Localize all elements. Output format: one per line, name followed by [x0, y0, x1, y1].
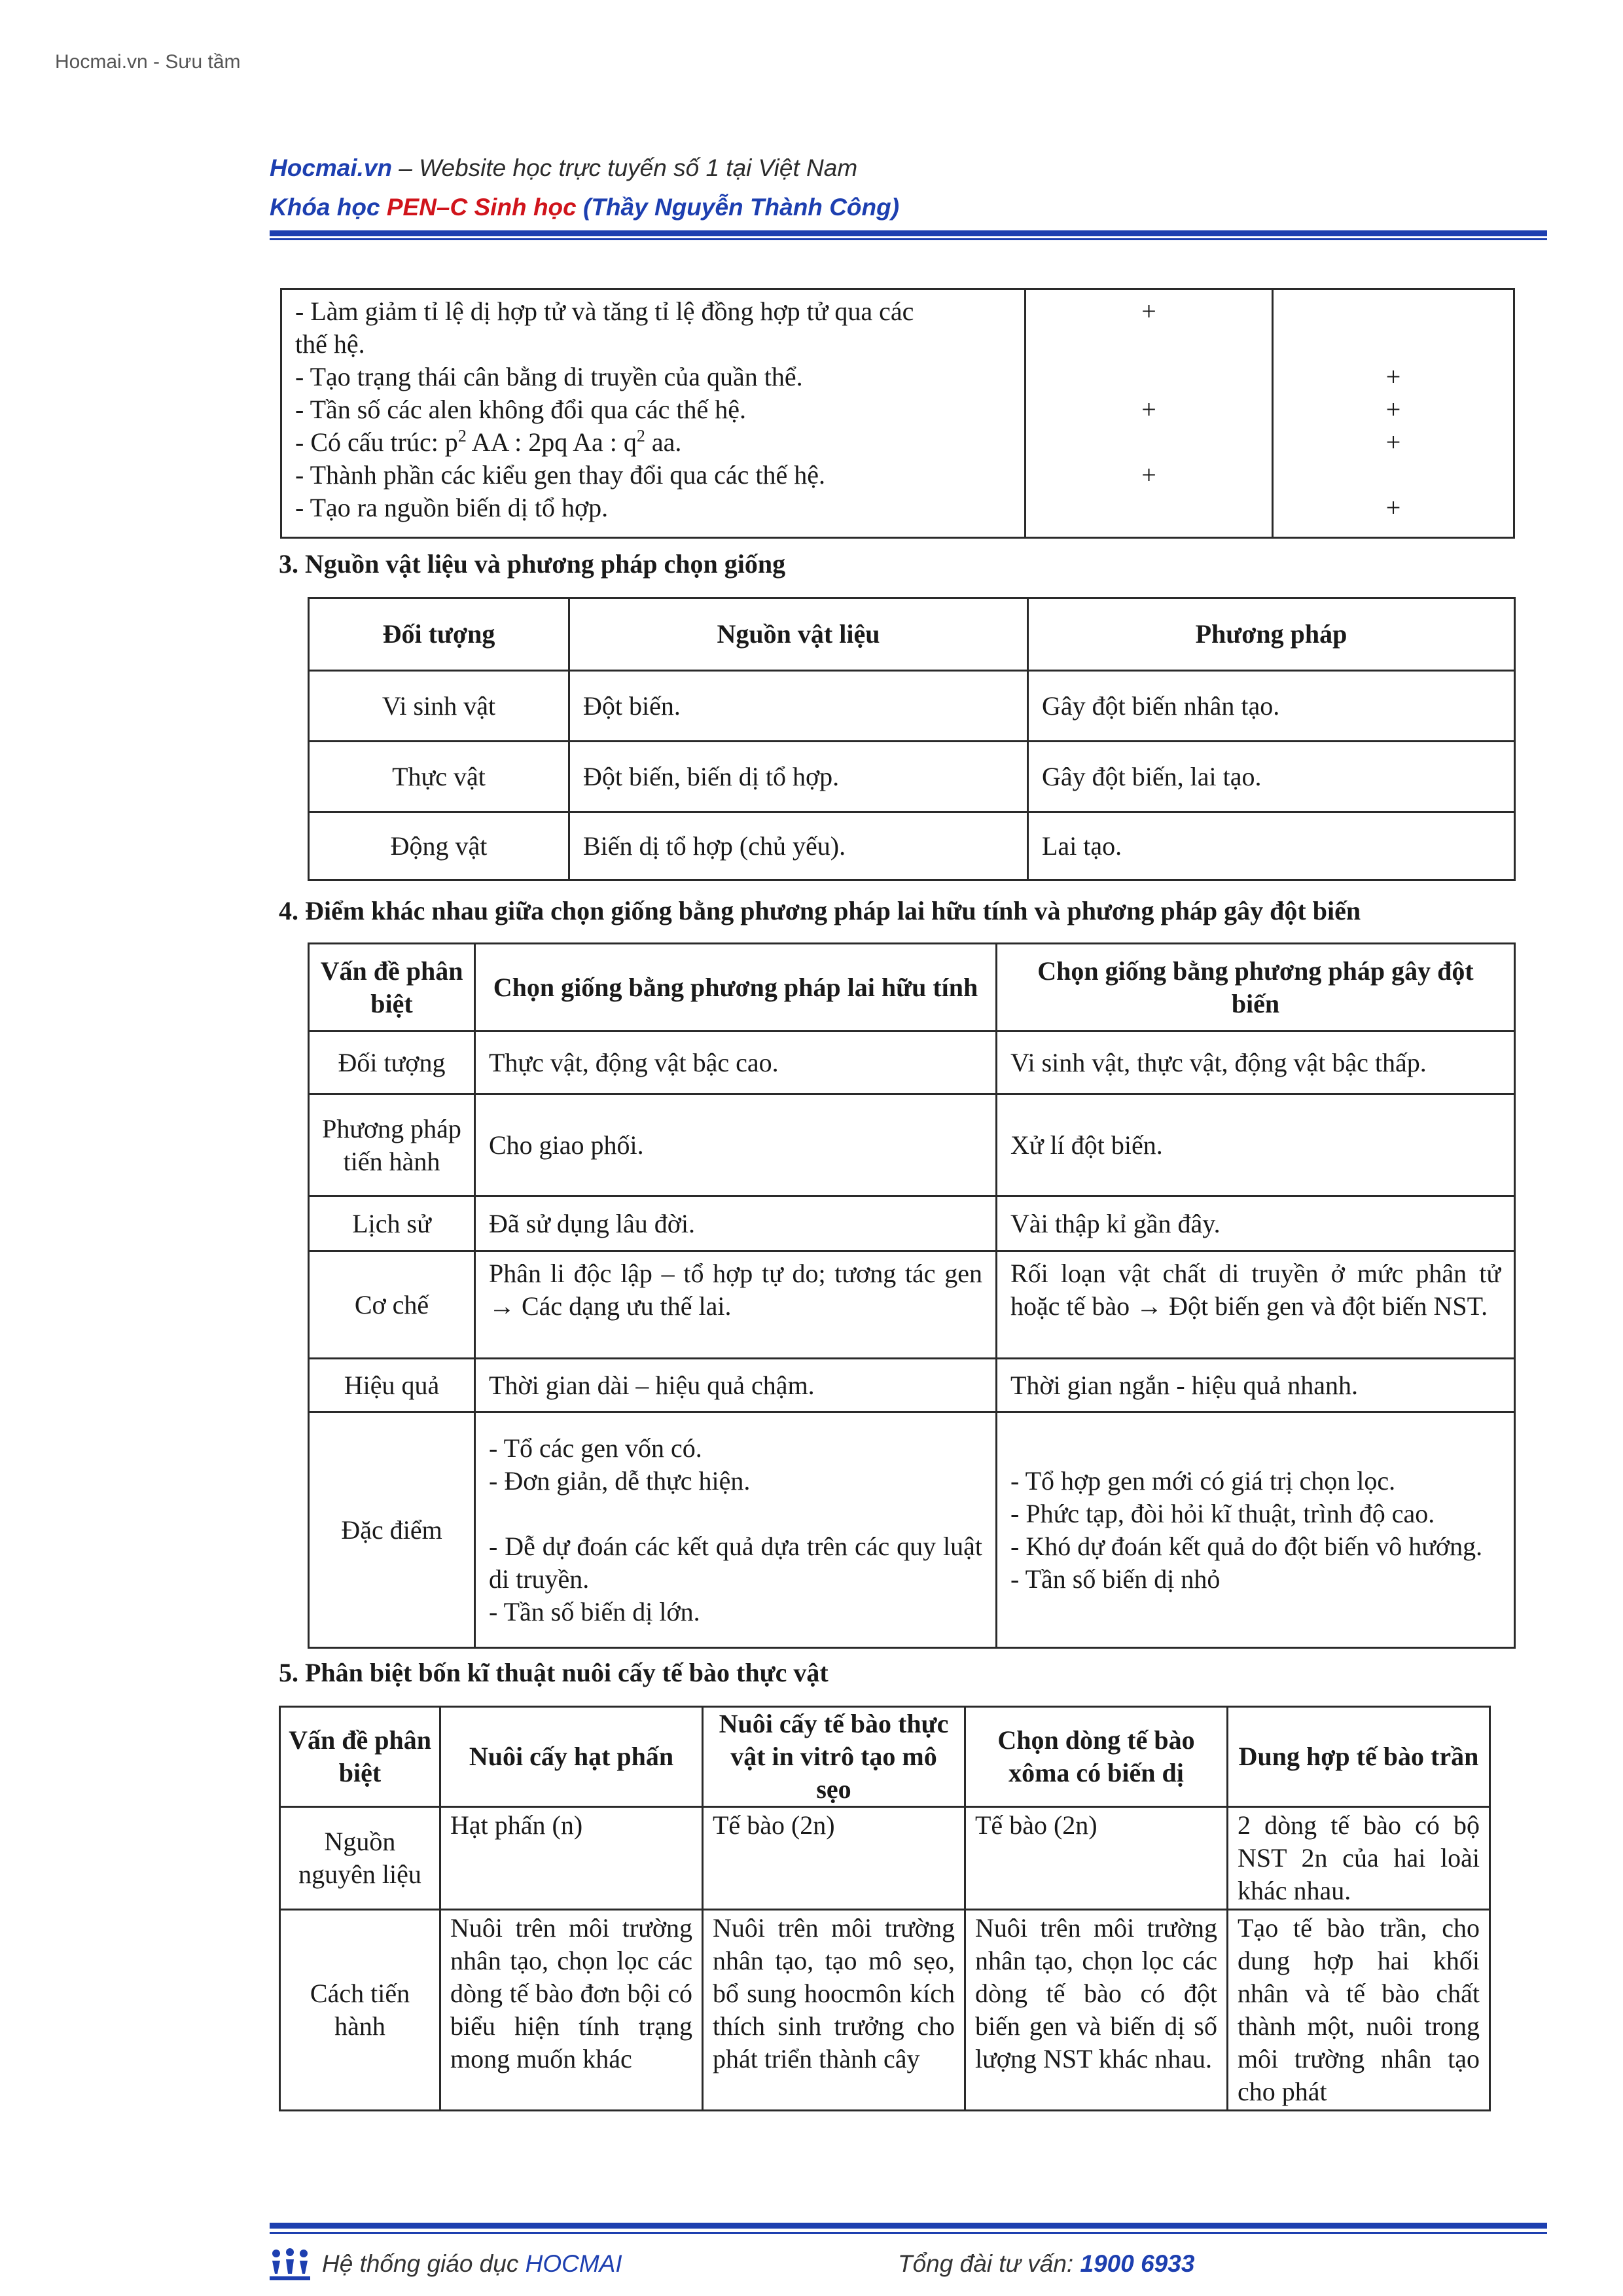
- plus-mark: +: [1141, 395, 1156, 424]
- plus-mark: +: [1385, 362, 1401, 391]
- column-header: Nuôi cấy hạt phấn: [440, 1707, 703, 1807]
- breeding-materials-table: [308, 597, 1516, 881]
- plus-mark: +: [1385, 493, 1401, 522]
- characteristic-line: - Làm giảm tỉ lệ dị hợp tử và tăng tỉ lệ đồng hợp tử qua các: [295, 296, 914, 326]
- table-row: Cách tiến hành Nuôi trên môi trường nhân tạo, chọn lọc các dòng tế bào đơn bội có biểu hiện tính trạng mong muốn khác Nuôi trên môi trường nhân tạo, tạo mô sẹo, bổ sung hoocmôn kích thích sinh trưởng cho phát triển thành cây Nuôi trên môi trường nhân tạo, chọn lọc các dòng tế bào có đột biến gen và biến dị số lượng NST khác nhau. Tạo tế bào trần, cho dung hợp hai khối nhân và tế bào chất thành một, nuôi trong môi trường nhân tạo cho phát: [280, 1910, 1490, 2111]
- characteristic-line: - Tần số các alen không đổi qua các thế hệ.: [295, 395, 746, 424]
- characteristic-line: - Thành phần các kiểu gen thay đổi qua các thế hệ.: [295, 460, 826, 490]
- hybrid-features: - Tổ các gen vốn có. - Đơn giản, dễ thực hiện. - Dễ dự đoán các kết quả dựa trên các quy luật di truyền. - Tần số biến dị lớn.: [475, 1412, 997, 1648]
- table-row: Thực vật Đột biến, biến dị tổ hợp. Gây đột biến, lai tạo.: [309, 742, 1515, 812]
- header-rule-thick: [270, 230, 1547, 236]
- plant-cell-culture-table: [279, 1706, 1491, 2111]
- site-tagline: – Website học trực tuyến số 1 tại Việt Nam: [392, 154, 858, 181]
- mutation-features: - Tổ hợp gen mới có giá trị chọn lọc. - Phức tạp, đòi hỏi kĩ thuật, trình độ cao. - Khó dự đoán kết quả do đột biến vô hướng. - Tần số biến dị nhỏ: [997, 1412, 1515, 1648]
- characteristic-line-structure: - Có cấu trúc: $p^2$ AA : 2pq Aa : $q^2$ aa.: [295, 426, 682, 457]
- footer-rule-thick: [270, 2223, 1547, 2229]
- footer-system: Hệ thống giáo dục HOCMAI: [322, 2250, 622, 2277]
- footer-rule-thin: [270, 2232, 1547, 2234]
- characteristic-line: thế hệ.: [295, 329, 365, 359]
- breeding-methods-comparison-table: [308, 942, 1516, 1649]
- header-rule-thin: [270, 238, 1547, 240]
- column-header: Chọn giống bằng phương pháp lai hữu tính: [475, 944, 997, 1031]
- self-pollination-marks: [1026, 289, 1273, 538]
- table-row: Phương pháp tiến hành Cho giao phối. Xử lí đột biến.: [309, 1094, 1515, 1196]
- column-header: Dung hợp tế bào trần: [1228, 1707, 1490, 1807]
- table-row: Nguồn nguyên liệu Hạt phấn (n) Tế bào (2n) Tế bào (2n) 2 dòng tế bào có bộ NST 2n của hai loài khác nhau.: [280, 1807, 1490, 1910]
- footer-hotline: Tổng đài tư vấn: 1900 6933: [898, 2250, 1195, 2277]
- population-comparison-table: [280, 288, 1515, 539]
- column-header: Nguồn vật liệu: [569, 598, 1028, 671]
- column-header: Vấn đề phân biệt: [280, 1707, 440, 1807]
- column-header: Phương pháp: [1028, 598, 1515, 671]
- random-mating-marks: [1273, 289, 1514, 538]
- source-watermark: Hocmai.vn - Sưu tầm: [55, 51, 241, 73]
- table-row: Cơ chế Phân li độc lập – tổ hợp tự do; tương tác gen → Các dạng ưu thế lai. Rối loạn vật chất di truyền ở mức phân tử hoặc tế bào → Đột biến gen và đột biến NST.: [309, 1251, 1515, 1359]
- column-header: Đối tượng: [309, 598, 569, 671]
- table-row: Động vật Biến dị tổ hợp (chủ yếu). Lai tạo.: [309, 812, 1515, 880]
- characteristics-cell: [281, 289, 1026, 538]
- column-header: Chọn dòng tế bào xôma có biến dị: [965, 1707, 1228, 1807]
- section-5-title: 5. Phân biệt bốn kĩ thuật nuôi cấy tế bào thực vật: [279, 1658, 829, 1687]
- site-header-line: [270, 154, 857, 182]
- course-teacher: (Thầy Nguyễn Thành Công): [576, 194, 900, 221]
- plus-mark: +: [1141, 296, 1156, 326]
- table-row: Lịch sử Đã sử dụng lâu đời. Vài thập kỉ gần đây.: [309, 1196, 1515, 1251]
- hocmai-logo-icon: [270, 2248, 310, 2283]
- column-header: Vấn đề phân biệt: [309, 944, 475, 1031]
- table-row: Vi sinh vật Đột biến. Gây đột biến nhân tạo.: [309, 671, 1515, 742]
- course-header-line: [270, 194, 899, 221]
- footer-brand[interactable]: HOCMAI: [525, 2250, 622, 2277]
- characteristic-line: - Tạo trạng thái cân bằng di truyền của quần thể.: [295, 362, 803, 391]
- course-name: PEN–C Sinh học: [386, 194, 577, 221]
- site-brand[interactable]: Hocmai.vn: [270, 154, 393, 181]
- column-header: Chọn giống bằng phương pháp gây đột biến: [997, 944, 1515, 1031]
- plus-mark: +: [1385, 427, 1401, 457]
- table-row: Đặc điểm - Tổ các gen vốn có. - Đơn giản, dễ thực hiện. - Dễ dự đoán các kết quả dựa trên các quy luật di truyền. - Tần số biến dị lớn. - Tổ hợp gen mới có giá trị chọn lọc. - Phức tạp, đòi hỏi kĩ thuật, trình độ cao. - Khó dự đoán kết quả do đột biến vô hướng. - Tần số biến dị nhỏ: [309, 1412, 1515, 1648]
- section-4-title: 4. Điểm khác nhau giữa chọn giống bằng phương pháp lai hữu tính và phương pháp gây đột biến: [279, 896, 1361, 925]
- hotline-number[interactable]: 1900 6933: [1080, 2250, 1195, 2277]
- table-row: Đối tượng Thực vật, động vật bậc cao. Vi sinh vật, thực vật, động vật bậc thấp.: [309, 1031, 1515, 1094]
- table-row: Hiệu quả Thời gian dài – hiệu quả chậm. Thời gian ngắn - hiệu quả nhanh.: [309, 1359, 1515, 1412]
- section-3-title: 3. Nguồn vật liệu và phương pháp chọn giống: [279, 549, 786, 579]
- column-header: Nuôi cấy tế bào thực vật in vitrô tạo mô sẹo: [703, 1707, 965, 1807]
- plus-mark: +: [1385, 395, 1401, 424]
- characteristic-line: - Tạo ra nguồn biến dị tổ hợp.: [295, 493, 609, 522]
- plus-mark: +: [1141, 460, 1156, 490]
- course-prefix: Khóa học: [270, 194, 387, 221]
